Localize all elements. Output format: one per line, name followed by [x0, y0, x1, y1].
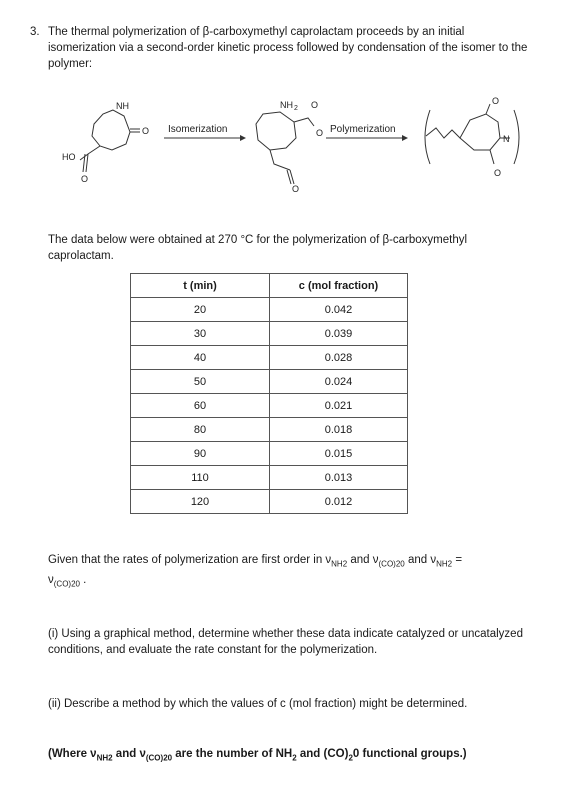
col-header-concentration: c (mol fraction) — [270, 274, 408, 298]
svg-text:O: O — [311, 100, 319, 110]
cell-concentration: 0.042 — [270, 298, 408, 322]
cell-concentration: 0.015 — [270, 442, 408, 466]
svg-text:NH: NH — [280, 100, 293, 110]
svg-text:O: O — [142, 126, 150, 136]
cell-concentration: 0.021 — [270, 394, 408, 418]
isomerization-arrow — [164, 135, 246, 141]
table-row — [131, 346, 408, 370]
cell-concentration: 0.012 — [270, 490, 408, 514]
svg-text:O: O — [316, 128, 324, 138]
ho-label: HO — [62, 152, 76, 162]
nh-label: NH — [116, 101, 129, 111]
cell-time: 40 — [131, 346, 270, 370]
cell-concentration: 0.024 — [270, 370, 408, 394]
part-i: (i) Using a graphical method, determine whether these data indicate catalyzed or uncatalyzed conditions, and evaluate the rate constant for the polymerization. — [48, 628, 523, 656]
cell-time: 120 — [131, 490, 270, 514]
isomerization-label: Isomerization — [168, 124, 228, 135]
cell-time: 110 — [131, 466, 270, 490]
svg-text:O: O — [494, 168, 502, 178]
table-row — [131, 322, 408, 346]
table-header-row — [131, 274, 408, 298]
cell-concentration: 0.018 — [270, 418, 408, 442]
table-row — [131, 394, 408, 418]
cell-concentration: 0.013 — [270, 466, 408, 490]
caprolactam-structure — [80, 110, 140, 172]
table-row — [131, 370, 408, 394]
svg-text:O: O — [492, 96, 500, 106]
table-row — [131, 466, 408, 490]
svg-text:O: O — [292, 184, 300, 192]
part-ii: (ii) Describe a method by which the values of c (mol fraction) might be determined. — [48, 698, 468, 710]
data-intro: The data below were obtained at 270 °C for the polymerization of β-carboxymethyl caprolactam. — [48, 234, 468, 262]
data-table — [130, 273, 408, 514]
cell-time: 80 — [131, 418, 270, 442]
cell-time: 90 — [131, 442, 270, 466]
cell-concentration: 0.028 — [270, 346, 408, 370]
cell-time: 60 — [131, 394, 270, 418]
cell-concentration: 0.039 — [270, 322, 408, 346]
n-label: N — [503, 134, 510, 144]
table-row — [131, 442, 408, 466]
svg-text:O: O — [81, 174, 89, 184]
cell-time: 50 — [131, 370, 270, 394]
table-row — [131, 490, 408, 514]
problem-number: 3. — [30, 26, 40, 38]
polymerization-label: Polymerization — [330, 124, 396, 135]
table-row — [131, 418, 408, 442]
given-statement: Given that the rates of polymerization are first order in $\nu_{NH2}$ and $\nu_{(CO)20}$ and $\nu_{NH2}$ = $\nu_{(CO)20}$ . — [48, 554, 463, 589]
reaction-scheme — [58, 92, 528, 192]
problem-intro: The thermal polymerization of β-carboxymethyl caprolactam proceeds by an initial isomerization via a second-order kinetic process followed by condensation of the isomer to the polymer: — [48, 26, 528, 70]
where-note: (Where $\nu_{NH2}$ and $\nu_{(CO)20}$ are the number of $NH_2$ and $(CO)_20$ functional groups.) — [48, 748, 467, 763]
isomer-structure — [256, 112, 314, 184]
cell-time: 30 — [131, 322, 270, 346]
cell-time: 20 — [131, 298, 270, 322]
polymerization-arrow — [326, 135, 408, 141]
svg-text:2: 2 — [294, 105, 298, 112]
col-header-time: t (min) — [131, 274, 270, 298]
table-row — [131, 298, 408, 322]
